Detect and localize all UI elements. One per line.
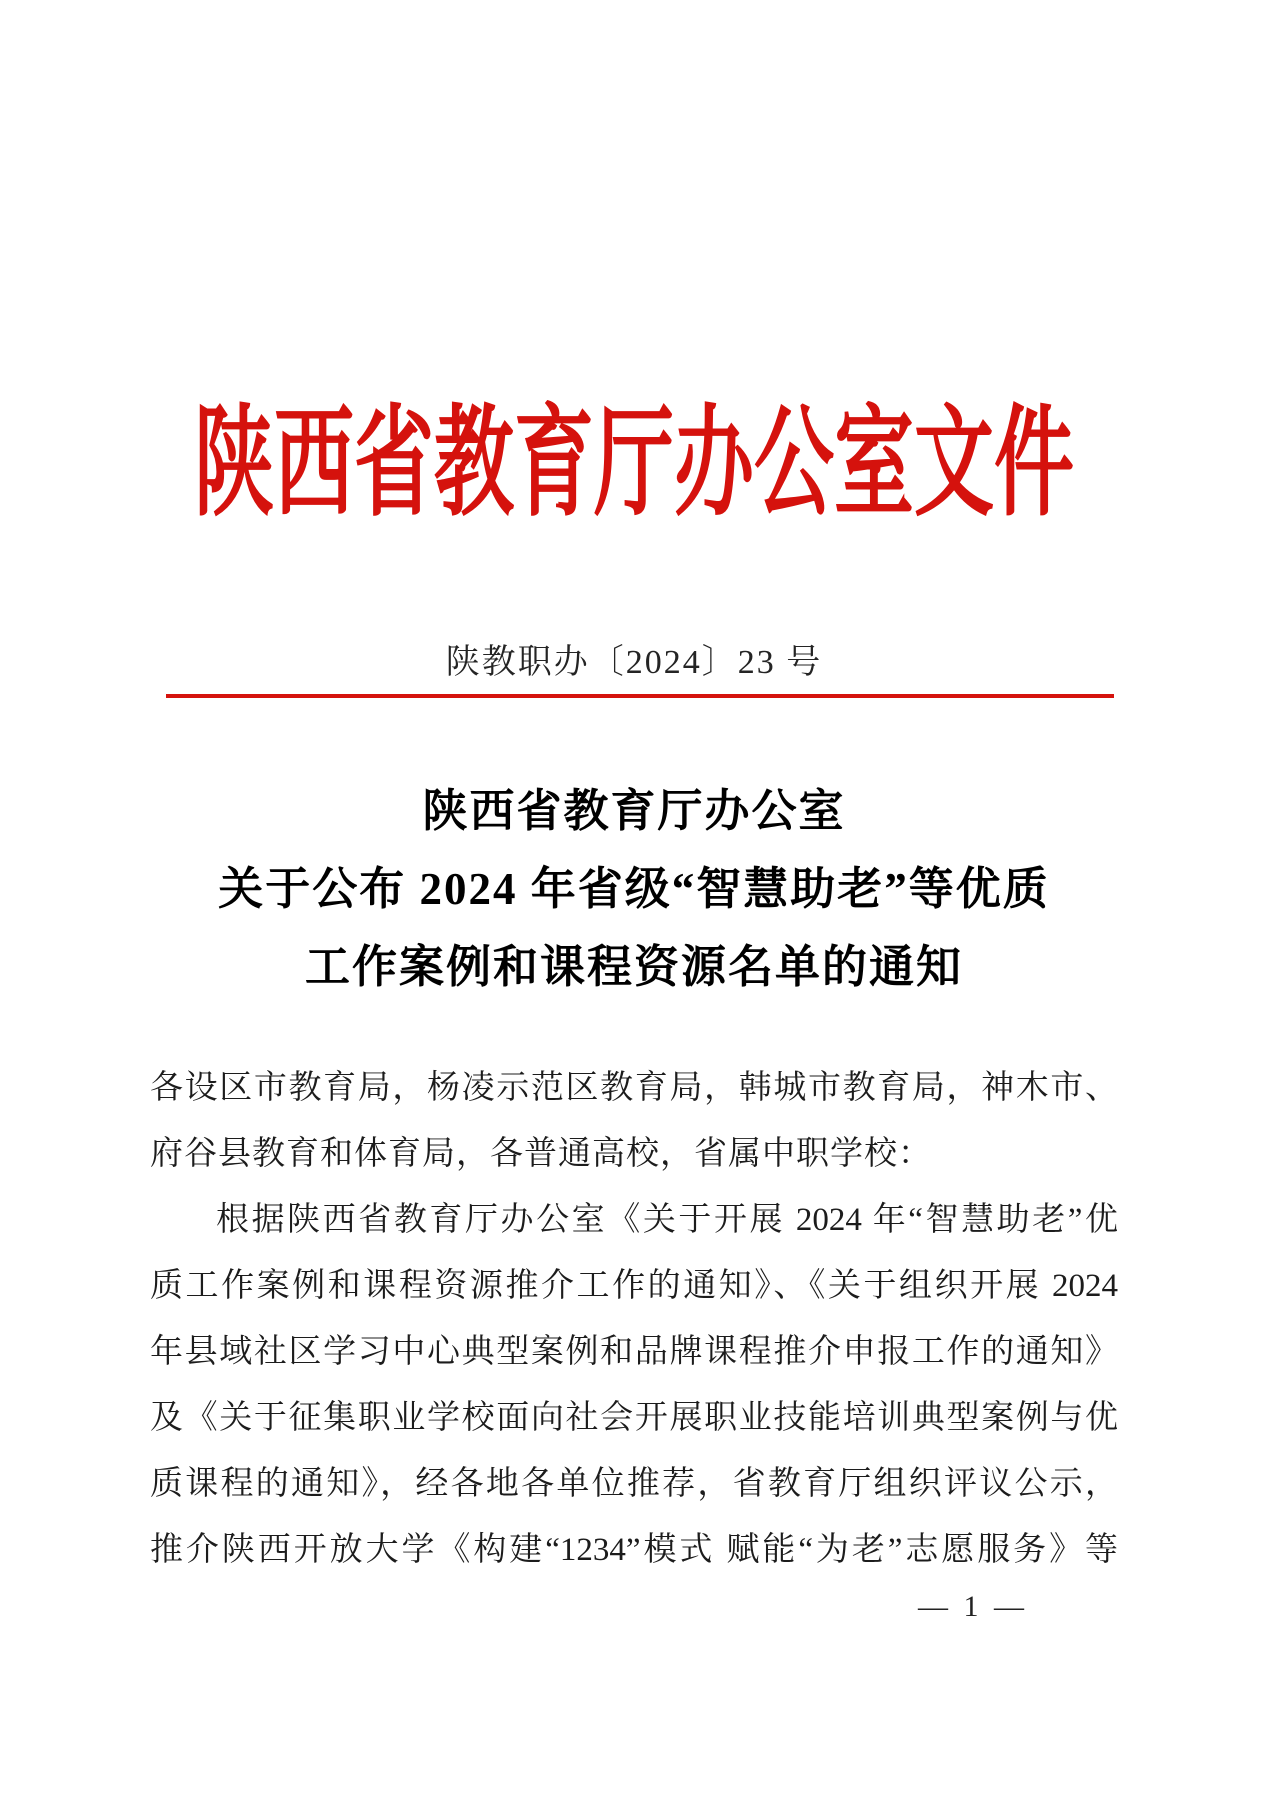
letterhead-title: 陕西省教育厅办公室文件 xyxy=(194,399,1074,531)
notice-title-line-1: 陕西省教育厅办公室 xyxy=(422,786,846,836)
notice-title-line-2: 关于公布 2024 年省级“智慧助老”等优质 xyxy=(218,864,1050,914)
body-text xyxy=(150,1055,1118,1583)
notice-title-line-3: 工作案例和课程资源名单的通知 xyxy=(304,942,963,992)
page-number: — 1 — xyxy=(918,1590,1028,1623)
notice-title xyxy=(0,772,1268,1006)
body-line-5: 质课程的通知》，经各地各单位推荐，省教育厅组织评议公示， xyxy=(150,1466,1118,1502)
salutation-line-1: 各设区市教育局，杨凌示范区教育局，韩城市教育局，神木市、 xyxy=(150,1070,1118,1106)
doc-number: 陕教职办〔2024〕23 号 xyxy=(445,644,823,681)
body-line-1: 根据陕西省教育厅办公室《关于开展 2024 年“智慧助老”优 xyxy=(216,1202,1118,1238)
body-line-2: 质工作案例和课程资源推介工作的通知》、《关于组织开展 2024 xyxy=(150,1268,1118,1304)
salutation-line-2: 府谷县教育和体育局，各普通高校，省属中职学校： xyxy=(150,1136,932,1172)
body-line-6: 推介陕西开放大学《构建“1234”模式 赋能“为老”志愿服务》等 xyxy=(150,1532,1118,1568)
red-divider-line xyxy=(166,694,1114,698)
body-line-4: 及《关于征集职业学校面向社会开展职业技能培训典型案例与优 xyxy=(150,1400,1118,1436)
body-line-3: 年县域社区学习中心典型案例和品牌课程推介申报工作的通知》 xyxy=(150,1334,1118,1370)
